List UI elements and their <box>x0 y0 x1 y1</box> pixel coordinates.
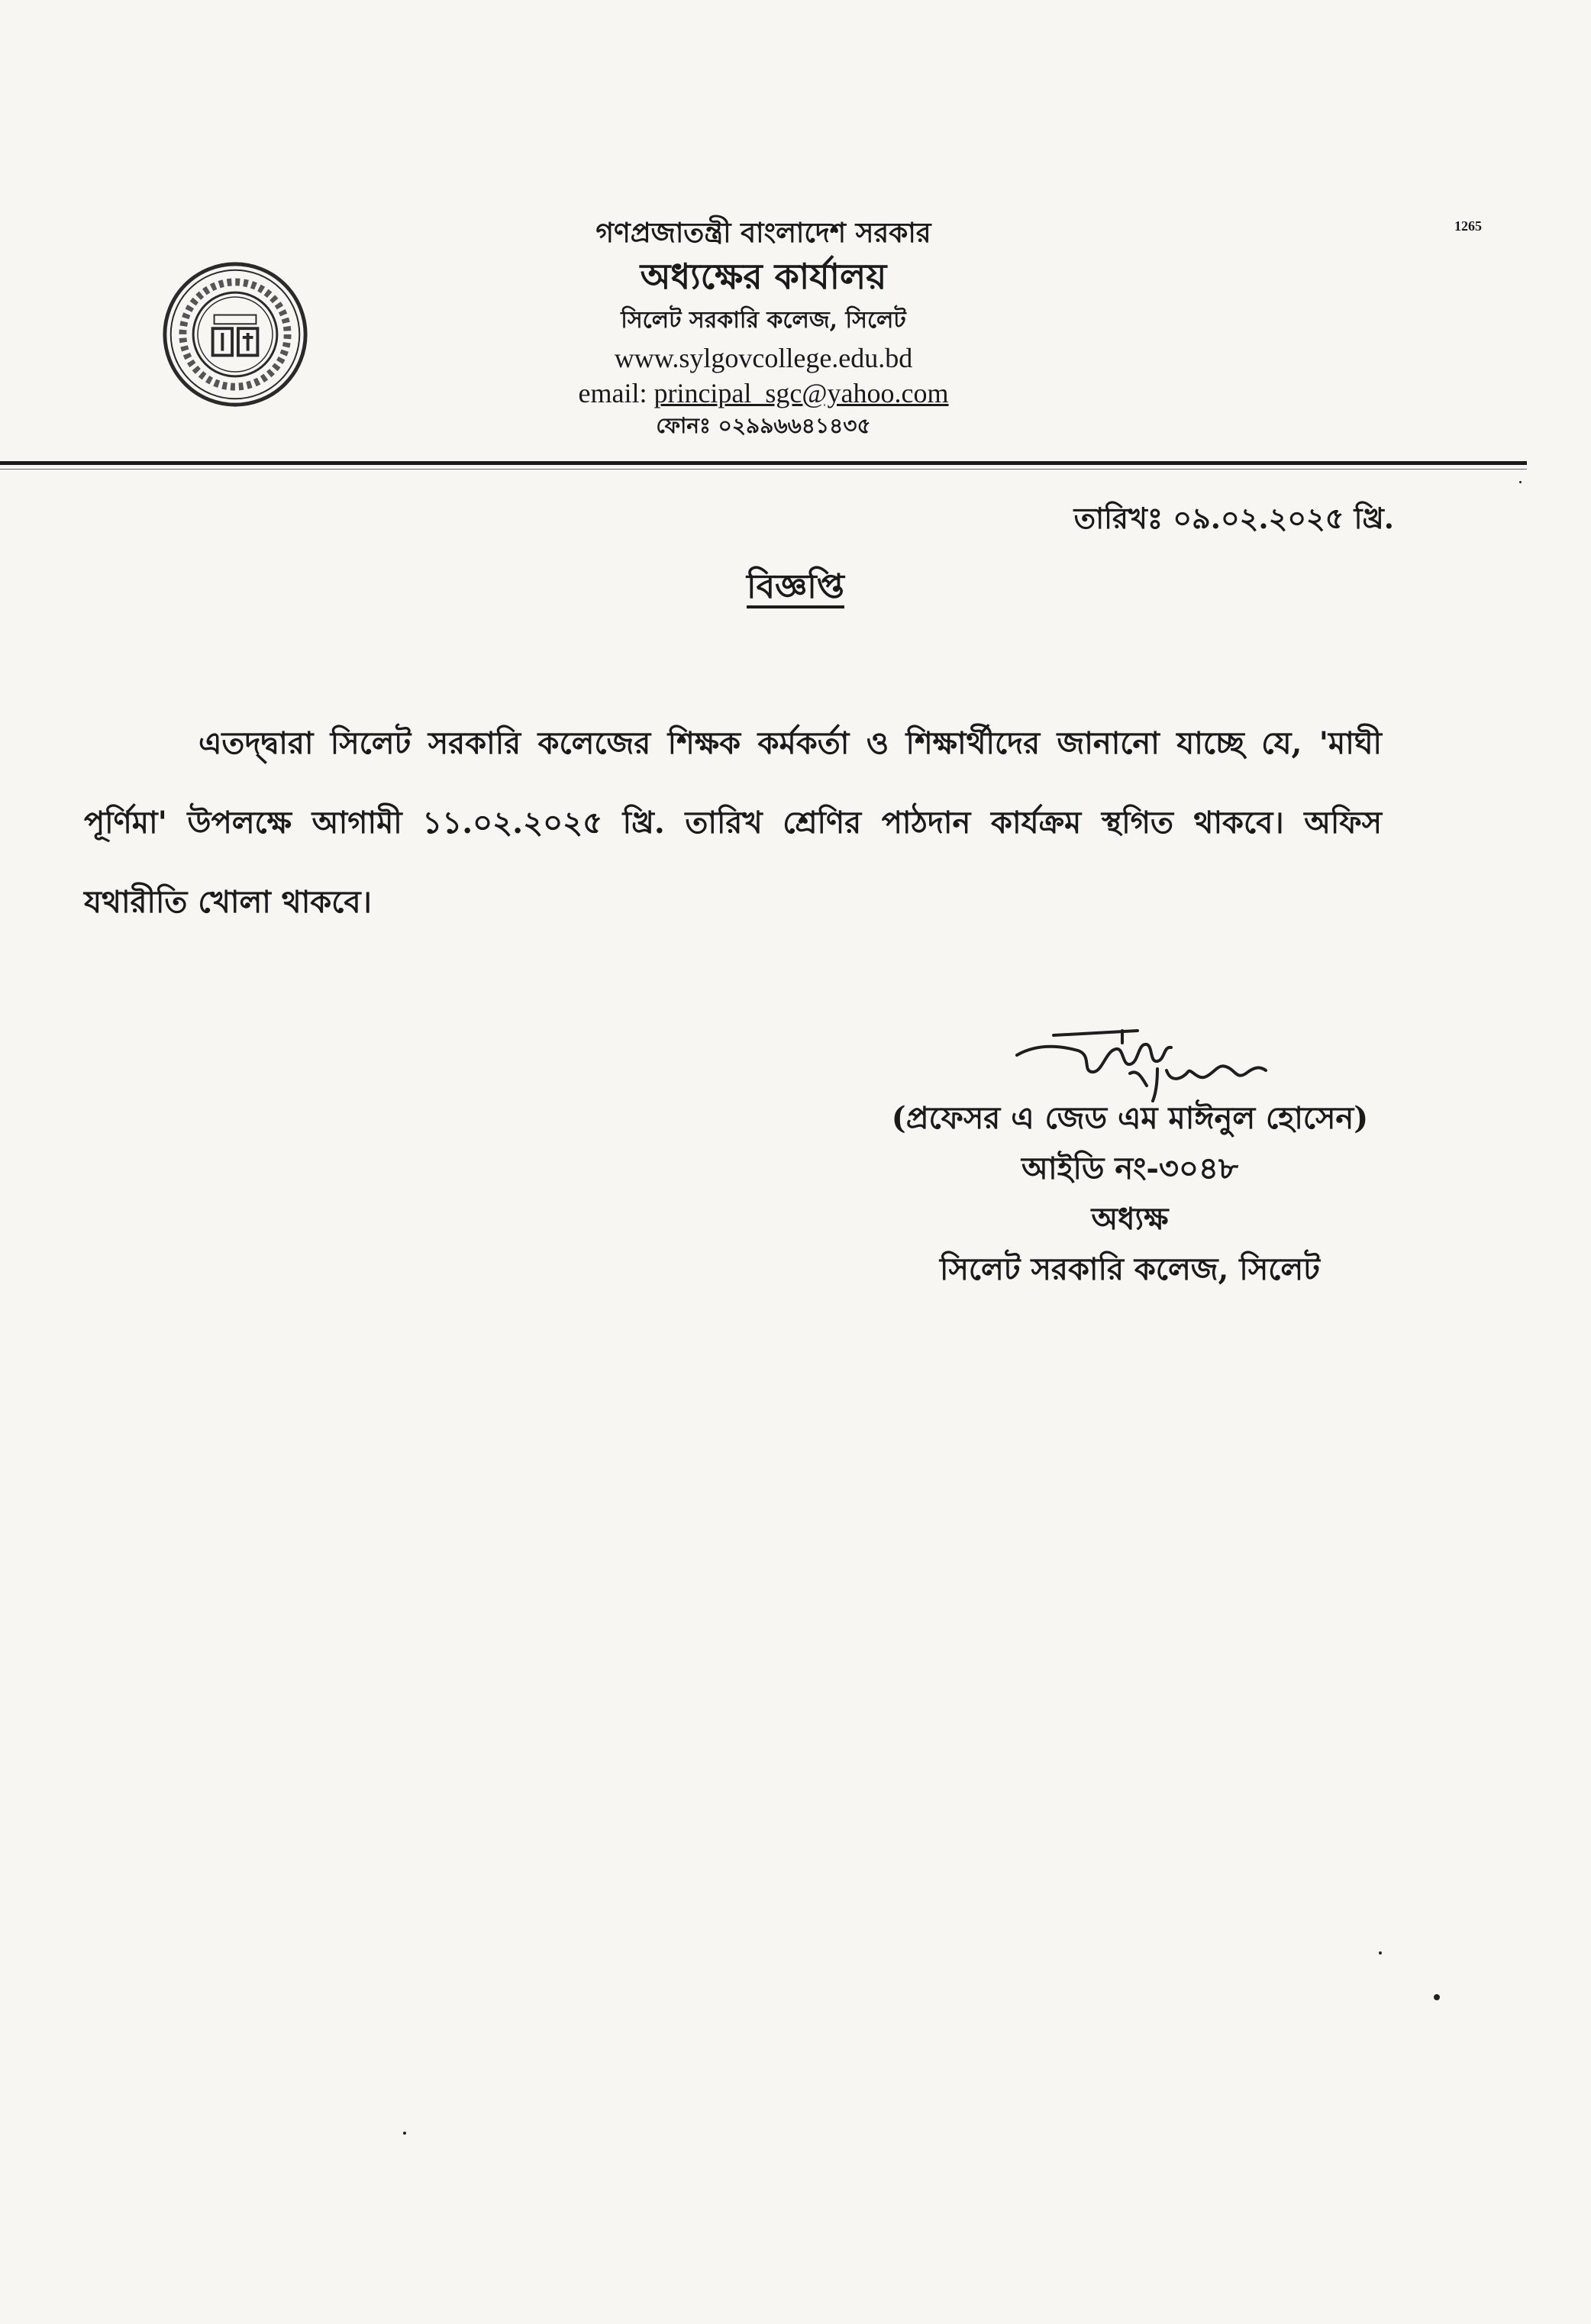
college-name: সিলেট সরকারি কলেজ, সিলেট <box>621 307 906 334</box>
signatory-id: আইডি নং-৩০৪৮ <box>1021 1151 1238 1186</box>
notice-body: এতদ্‌দ্বারা সিলেট সরকারি কলেজের শিক্ষক কর্মকর্তা ও শিক্ষার্থীদের জানানো যাচ্ছে যে, 'মাঘী পূর্ণিমা' উপলক্ষে আগামী ১১.০২.২০২৫ খ্রি. তারিখ শ্রেণির পাঠদান কার্যক্রম স্থগিত থাকবে। অফিস যথারীতি খোলা থাকবে। <box>84 725 1382 920</box>
email-line <box>458 376 1069 411</box>
phone-number: ফোনঃ ০২৯৯৬৬৪১৪৩৫ <box>656 413 871 438</box>
header-divider-thin <box>0 469 1527 470</box>
email-label: email: <box>578 378 647 408</box>
college-seal-icon <box>160 260 310 409</box>
website[interactable]: www.sylgovcollege.edu.bd <box>614 343 913 373</box>
government-name: গণপ্রজাতন্ত্রী বাংলাদেশ সরকার <box>595 217 931 249</box>
notice-title <box>0 561 1591 617</box>
document-number: 1265 <box>1454 218 1482 234</box>
email-address[interactable]: principal_sgc@yahoo.com <box>654 378 949 408</box>
notice-title-text: বিজ্ঞপ্তি <box>747 567 844 606</box>
header-divider <box>0 461 1527 465</box>
signatory-name: (প্রফেসর এ জেড এম মাঈনুল হোসেন) <box>891 1100 1369 1136</box>
signatory-designation: অধ্যক্ষ <box>1091 1201 1169 1237</box>
signatory-block <box>855 1093 1405 1295</box>
office-name: অধ্যক্ষের কার্যালয় <box>640 256 887 297</box>
signatory-institution: সিলেট সরকারি কলেজ, সিলেট <box>940 1251 1320 1287</box>
notice-date: তারিখঃ ০৯.০২.২০২৫ খ্রি. <box>1073 501 1394 535</box>
letterhead <box>458 214 1069 441</box>
